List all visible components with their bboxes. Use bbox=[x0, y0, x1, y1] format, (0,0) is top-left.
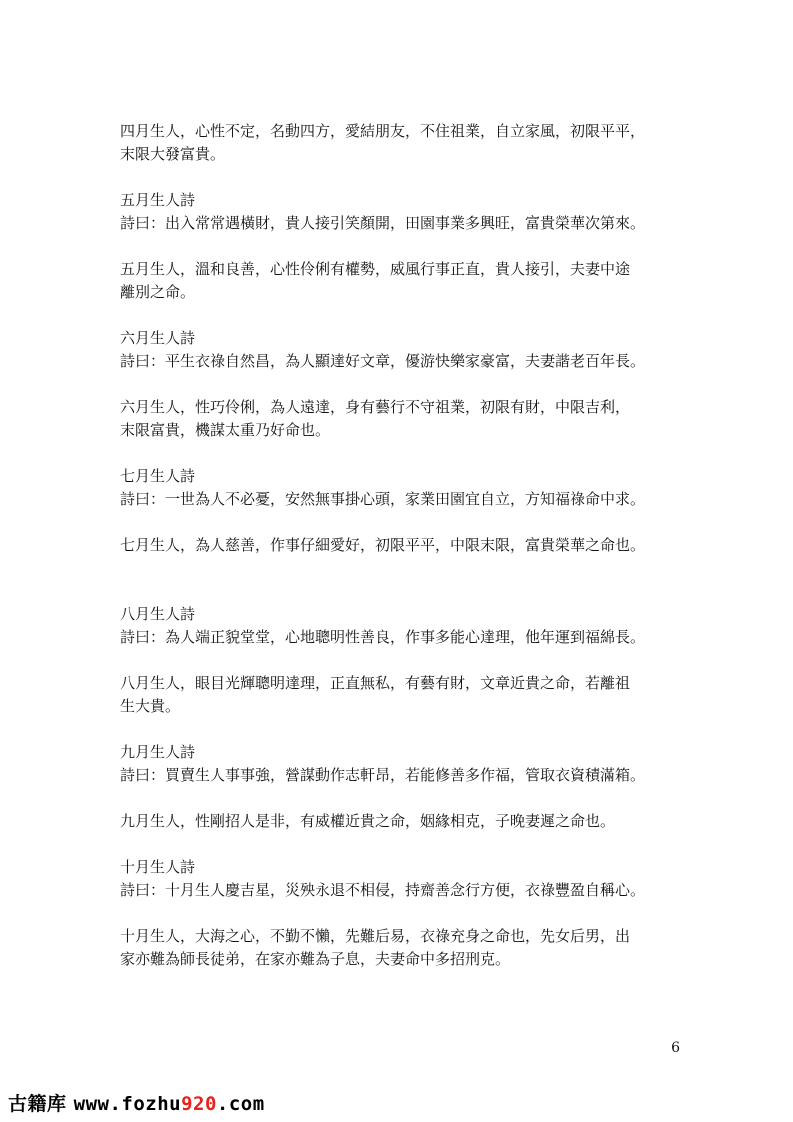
watermark-url-prefix: www.fozhu bbox=[73, 1093, 182, 1115]
watermark-site-name: 古籍库 bbox=[8, 1093, 67, 1115]
text-line: 末限大發富貴。 bbox=[120, 145, 226, 163]
site-watermark bbox=[8, 1089, 265, 1116]
paragraph-august bbox=[120, 672, 690, 718]
paragraph-april bbox=[120, 120, 690, 166]
document-body bbox=[120, 120, 690, 994]
paragraph-july bbox=[120, 534, 690, 557]
section-heading: 十月生人詩 bbox=[120, 858, 196, 876]
watermark-url bbox=[74, 1093, 265, 1115]
poem-text: 詩曰：一世為人不必憂，安然無事掛心頭，家業田園宜自立，方知福祿命中求。 bbox=[120, 490, 646, 508]
text-line: 九月生人，性剛招人是非，有威權近貴之命，姻緣相克，子晚妻遲之命也。 bbox=[120, 812, 616, 830]
section-heading: 九月生人詩 bbox=[120, 743, 196, 761]
text-line: 家亦難為師長徒弟，在家亦難為子息，夫妻命中多招刑克。 bbox=[120, 950, 511, 968]
section-heading: 五月生人詩 bbox=[120, 191, 196, 209]
text-line: 離別之命。 bbox=[120, 283, 196, 301]
text-line: 十月生人，大海之心，不勤不懶，先難后易，衣祿充身之命也，先女后男，出 bbox=[120, 927, 631, 945]
watermark-url-digits: 920 bbox=[181, 1093, 217, 1115]
page-number: 6 bbox=[671, 1040, 680, 1056]
paragraph-september bbox=[120, 810, 690, 833]
text-line: 末限富貴，機謀太重乃好命也。 bbox=[120, 421, 331, 439]
section-heading: 八月生人詩 bbox=[120, 605, 196, 623]
paragraph-may bbox=[120, 258, 690, 304]
section-heading: 六月生人詩 bbox=[120, 329, 196, 347]
poem-september bbox=[120, 741, 690, 787]
poem-august bbox=[120, 603, 690, 649]
poem-text: 詩曰：出入常常遇橫財，貴人接引笑顏開，田園事業多興旺，富貴榮華次第來。 bbox=[120, 214, 646, 232]
poem-june bbox=[120, 327, 690, 373]
text-line: 五月生人，溫和良善，心性伶俐有權勢，威風行事正直，貴人接引，夫妻中途 bbox=[120, 260, 631, 278]
poem-text: 詩曰：買賣生人事事強，營謀動作志軒昂，若能修善多作福，管取衣資積滿箱。 bbox=[120, 766, 646, 784]
poem-text: 詩曰：十月生人慶吉星，災殃永退不相侵，持齋善念行方便，衣祿豐盈自稱心。 bbox=[120, 881, 646, 899]
poem-text: 詩曰：為人端正貌堂堂，心地聰明性善良，作事多能心達理，他年運到福綿長。 bbox=[120, 628, 646, 646]
text-line: 六月生人，性巧伶俐，為人遠達，身有藝行不守祖業，初限有財，中限吉利， bbox=[120, 398, 631, 416]
text-line: 四月生人，心性不定，名動四方，愛結朋友，不住祖業，自立家風，初限平平， bbox=[120, 122, 646, 140]
text-line: 七月生人，為人慈善，作事仔細愛好，初限平平，中限末限，富貴榮華之命也。 bbox=[120, 536, 646, 554]
text-line: 生大貴。 bbox=[120, 697, 181, 715]
poem-july bbox=[120, 465, 690, 511]
section-heading: 七月生人詩 bbox=[120, 467, 196, 485]
paragraph-october bbox=[120, 925, 690, 971]
paragraph-june bbox=[120, 396, 690, 442]
watermark-url-suffix: .com bbox=[216, 1093, 265, 1115]
poem-may bbox=[120, 189, 690, 235]
poem-october bbox=[120, 856, 690, 902]
poem-text: 詩曰：平生衣祿自然昌，為人顯達好文章，優游快樂家豪富，夫妻諧老百年長。 bbox=[120, 352, 646, 370]
text-line: 八月生人，眼目光輝聰明達理，正直無私，有藝有財，文章近貴之命，若離祖 bbox=[120, 674, 631, 692]
